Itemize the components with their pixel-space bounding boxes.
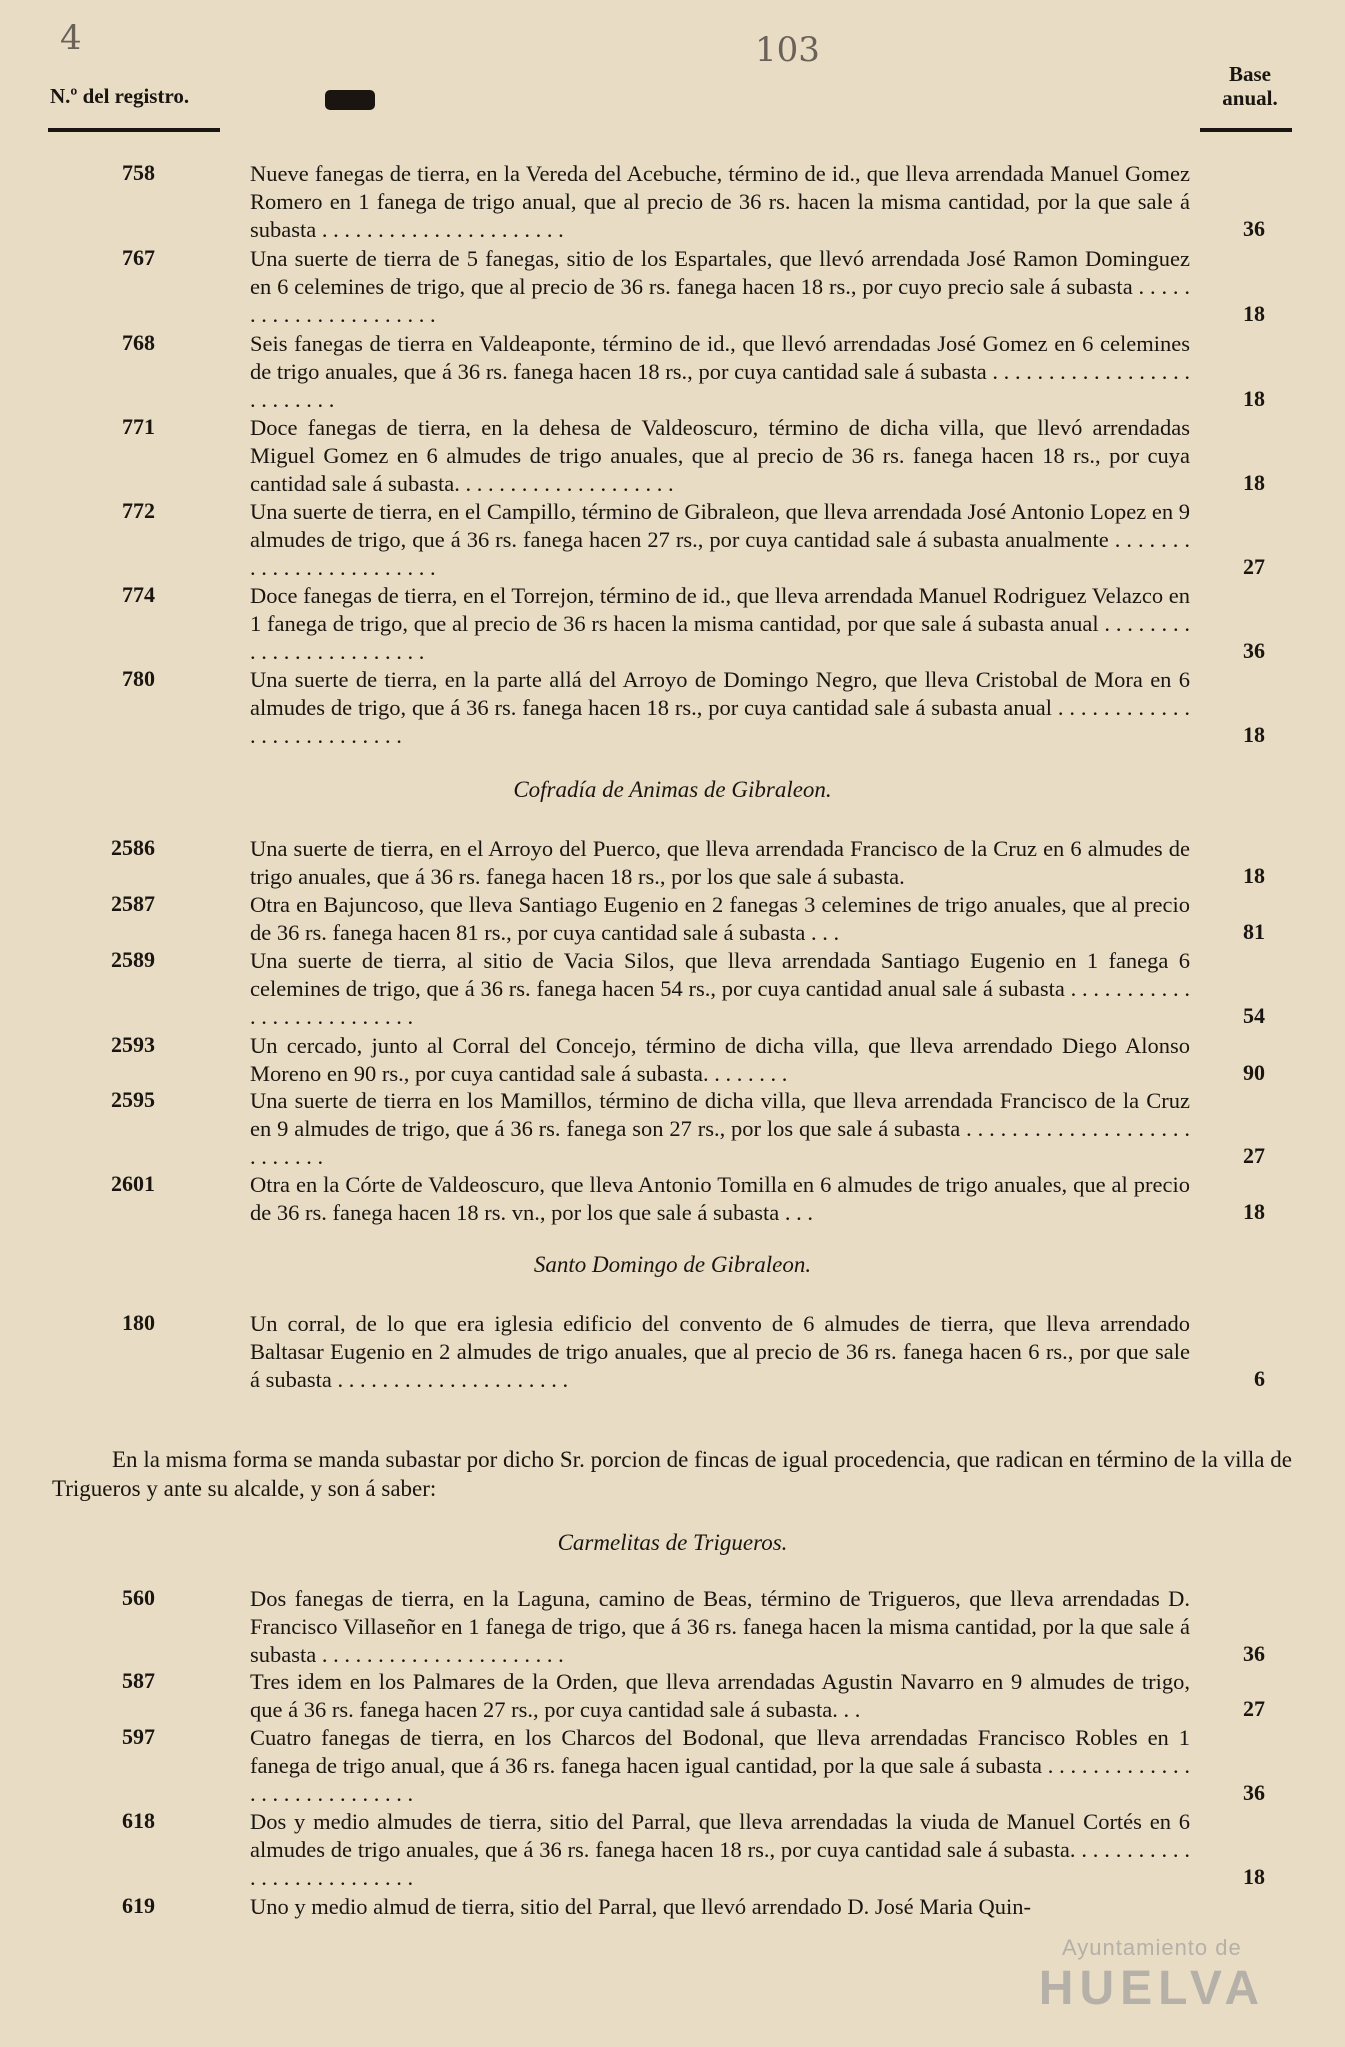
base-value: 18 xyxy=(1243,863,1265,888)
section-title: Carmelitas de Trigueros. xyxy=(557,1530,788,1555)
registry-number: 597 xyxy=(122,1724,155,1749)
section-title: Santo Domingo de Gibraleon. xyxy=(533,1252,812,1277)
base-value: 18 xyxy=(1243,722,1265,747)
stamp-mark xyxy=(325,90,375,110)
registry-number: 758 xyxy=(122,160,155,185)
base-value: 18 xyxy=(1243,301,1265,326)
base-value: 90 xyxy=(1243,1060,1265,1085)
registry-number: 771 xyxy=(122,414,155,439)
base-value: 27 xyxy=(1243,1696,1265,1721)
entry-text: Una suerte de tierra, en la parte allá del Arroyo de Domingo Negro, que lleva Cristobal de Mora en 6 almudes de trigo, que á 36 rs. fanega hacen 18 rs., por cuya cantidad sale á subasta anual . . . . . . . . . . . . . . . . . . . . . . . . . . xyxy=(250,667,1190,748)
header-registry-label: N.º del registro. xyxy=(50,84,190,108)
header-rule-right xyxy=(1200,128,1292,132)
entry-text: Una suerte de tierra, en el Campillo, término de Gibraleon, que lleva arrendada José Antonio Lopez en 9 almudes de trigo, que á 36 rs. fanega hacen 27 rs., por cuya cantidad sale á subasta anualmente . . . . . . . . . . . . . . . . . . . . . . . . xyxy=(250,499,1190,580)
entry-text: Un corral, de lo que era iglesia edificio del convento de 6 almudes de tierra, que lleva arrendado Baltasar Eugenio en 2 almudes de trigo anuales, que al precio de 36 rs. fanega hacen 6 rs., por que sale á subasta . . . . . . . . . . . . . . . . . . . . . xyxy=(250,1311,1190,1392)
intro-paragraph: En la misma forma se manda subastar por dicho Sr. porcion de fincas de igual procedencia, que radican en término de la villa de Trigueros y ante su alcalde, y son á saber: xyxy=(52,1447,1292,1501)
pencil-mark: 4 xyxy=(60,18,82,58)
entry-text: Una suerte de tierra, en el Arroyo del Puerco, que lleva arrendada Francisco de la Cruz en 6 almudes de trigo anuales, que á 36 rs. fanega hacen 18 rs., por los que sale á subasta. xyxy=(250,836,1190,889)
entry-text: Nueve fanegas de tierra, en la Vereda del Acebuche, término de id., que lleva arrendada Manuel Gomez Romero en 1 fanega de trigo anual, que al precio de 36 rs. hacen la misma cantidad, por la que sale á subasta . . . . . . . . . . . . . . . . . . . . . . xyxy=(250,161,1190,242)
section-title: Cofradía de Animas de Gibraleon. xyxy=(513,777,832,802)
registry-number: 772 xyxy=(122,498,155,523)
entry-text: Tres idem en los Palmares de la Orden, que lleva arrendadas Agustin Navarro en 9 almudes de trigo, que á 36 rs. fanega hacen 27 rs., por cuya cantidad sale á subasta. . . xyxy=(250,1669,1190,1722)
base-value: 18 xyxy=(1243,1199,1265,1224)
registry-number: 2595 xyxy=(111,1087,155,1112)
base-value: 36 xyxy=(1243,1780,1265,1805)
registry-number: 768 xyxy=(122,330,155,355)
header-rule-left xyxy=(48,128,220,132)
watermark-logo xyxy=(1039,1935,1265,2016)
registry-number: 2589 xyxy=(111,947,155,972)
base-value: 18 xyxy=(1243,1864,1265,1889)
base-value: 18 xyxy=(1243,470,1265,495)
header-base-line1: Base xyxy=(1229,62,1271,86)
registry-number: 560 xyxy=(122,1585,155,1610)
base-value: 27 xyxy=(1243,554,1265,579)
base-value: 18 xyxy=(1243,386,1265,411)
watermark-line2: HUELVA xyxy=(1038,1962,1265,2015)
base-value: 6 xyxy=(1254,1366,1265,1391)
base-value: 54 xyxy=(1243,1003,1265,1028)
entry-text: Una suerte de tierra, al sitio de Vacia Silos, que lleva arrendada Santiago Eugenio en 1 fanega 6 celemines de trigo, que á 36 rs. fanega hacen 54 rs., por cuya cantidad anual sale á subasta . . . . . . . . . . . . . . . . . . . . . . . . . . xyxy=(250,948,1190,1029)
entry-text: Un cercado, junto al Corral del Concejo, término de dicha villa, que lleva arrendado Diego Alonso Moreno en 90 rs., por cuya cantidad sale á subasta. . . . . . . . xyxy=(250,1033,1190,1086)
registry-number: 2586 xyxy=(111,835,155,860)
base-value: 36 xyxy=(1243,1641,1265,1666)
registry-number: 2587 xyxy=(111,891,155,916)
registry-number: 2593 xyxy=(111,1032,155,1057)
registry-number: 618 xyxy=(122,1808,155,1833)
base-value: 81 xyxy=(1243,919,1265,944)
entry-text: Una suerte de tierra de 5 fanegas, sitio de los Espartales, que llevó arrendada José Ramon Dominguez en 6 celemines de trigo, que al precio de 36 rs. fanega hacen 18 rs., por cuyo precio sale á subasta . . . . . . . . . . . . . . . . . . . . . . xyxy=(250,246,1190,327)
base-value: 36 xyxy=(1243,216,1265,241)
registry-number: 587 xyxy=(122,1668,155,1693)
registry-number: 180 xyxy=(122,1310,155,1335)
base-value: 27 xyxy=(1243,1143,1265,1168)
page-number: 103 xyxy=(755,30,820,70)
entry-text: Otra en la Córte de Valdeoscuro, que lleva Antonio Tomilla en 6 almudes de trigo anuales, que al precio de 36 rs. fanega hacen 18 rs. vn., por los que sale á subasta . . . xyxy=(250,1172,1190,1225)
base-value: 36 xyxy=(1243,638,1265,663)
entry-text: Seis fanegas de tierra en Valdeaponte, término de id., que llevó arrendadas José Gomez en 6 celemines de trigo anuales, que á 36 rs. fanega hacen 18 rs., por cuya cantidad sale á subasta . . . . . . . . . . . . . . . . . . . . . . . . . . xyxy=(250,331,1190,412)
entry-text: Dos y medio almudes de tierra, sitio del Parral, que lleva arrendadas la viuda de Manuel Cortés en 6 almudes de trigo anuales, que á 36 rs. fanega hacen 18 rs., por cuya cantidad sale á subasta. . . . . . . . . . . . . . . . . . . . . . . . . . xyxy=(250,1809,1190,1890)
entry-text: Uno y medio almud de tierra, sitio del Parral, que llevó arrendado D. José Maria Quin- xyxy=(250,1894,1032,1919)
registry-number: 774 xyxy=(122,582,155,607)
header-base-label xyxy=(1215,62,1285,110)
watermark-line1: Ayuntamiento de xyxy=(1062,1935,1242,1960)
registry-number: 2601 xyxy=(111,1171,155,1196)
entry-text: Una suerte de tierra en los Mamillos, término de dicha villa, que lleva arrendada Francisco de la Cruz en 9 almudes de trigo, que á 36 rs. fanega son 27 rs., por los que sale á subasta . . . . . . . . . . . . . . . . . . . . . . . . . . . xyxy=(250,1088,1190,1169)
registry-number: 767 xyxy=(122,245,155,270)
entry-text: Otra en Bajuncoso, que lleva Santiago Eugenio en 2 fanegas 3 celemines de trigo anuales, que al precio de 36 rs. fanega hacen 81 rs., por cuya cantidad sale á subasta . . . xyxy=(250,892,1190,945)
entry-text: Doce fanegas de tierra, en el Torrejon, término de id., que lleva arrendada Manuel Rodriguez Velazco en 1 fanega de trigo, que al precio de 36 rs hacen la misma cantidad, por que sale á subasta anual . . . . . . . . . . . . . . . . . . . . . . . . xyxy=(250,583,1190,664)
registry-number: 780 xyxy=(122,666,155,691)
entry-text: Dos fanegas de tierra, en la Laguna, camino de Beas, término de Trigueros, que lleva arrendadas D. Francisco Villaseñor en 1 fanega de trigo, que á 36 rs. fanega hacen la misma cantidad, por la que sale á subasta . . . . . . . . . . . . . . . . . . . . . . xyxy=(250,1586,1190,1667)
header-base-line2: anual. xyxy=(1222,86,1278,110)
entry-text: Doce fanegas de tierra, en la dehesa de Valdeoscuro, término de dicha villa, que llevó arrendadas Miguel Gomez en 6 almudes de trigo anuales, que al precio de 36 rs. fanega hacen 18 rs., por cuya cantidad sale á subasta. . . . . . . . . . . . . . . . . . . . xyxy=(250,415,1190,496)
entry-text: Cuatro fanegas de tierra, en los Charcos del Bodonal, que lleva arrendadas Francisco Robles en 1 fanega de trigo anual, que á 36 rs. fanega hacen igual cantidad, por la que sale á subasta . . . . . . . . . . . . . . . . . . . . . . . . . . . . xyxy=(250,1725,1190,1806)
registry-number: 619 xyxy=(122,1893,155,1918)
